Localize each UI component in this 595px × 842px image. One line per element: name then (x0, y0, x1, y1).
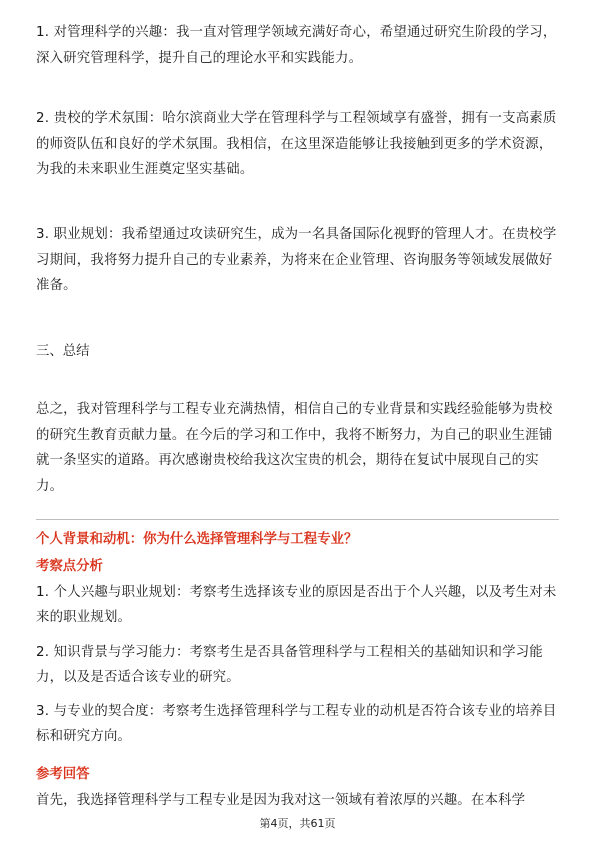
paragraph-career: 3. 职业规划：我希望通过攻读研究生，成为一名具备国际化视野的管理人才。在贵校学习期间，我将努力提升自己的专业素养，为将来在企业管理、咨询服务等领域发展做好准备。 (36, 227, 557, 293)
paragraph-atmosphere: 2. 贵校的学术氛围：哈尔滨商业大学在管理科学与工程领域享有盛誉，拥有一支高素质的师资队伍和良好的学术氛围。我相信，在这里深造能够让我接触到更多的学术资源，为我的未来职业生涯奠定坚实基础。 (36, 111, 557, 177)
analysis-heading: 考察点分析 (36, 559, 103, 574)
section-heading-summary: 三、总结 (36, 344, 90, 359)
paragraph-interest: 1. 对管理科学的兴趣：我一直对管理学领域充满好奇心，希望通过研究生阶段的学习，深入研究管理科学，提升自己的理论水平和实践能力。 (36, 25, 557, 66)
answer-text: 首先，我选择管理科学与工程专业是因为我对这一领域有着浓厚的兴趣。在本科学 (36, 793, 526, 808)
answer-heading: 参考回答 (36, 767, 90, 782)
section-divider (36, 519, 559, 520)
page-number: 第4页，共61页 (259, 817, 336, 830)
question-title: 个人背景和动机：你为什么选择管理科学与工程专业？ (36, 532, 358, 547)
analysis-point-3: 3. 与专业的契合度：考察考生选择管理科学与工程专业的动机是否符合该专业的培养目标和研究方向。 (36, 704, 557, 744)
analysis-point-1: 1. 个人兴趣与职业规划：考察考生选择该专业的原因是否出于个人兴趣，以及考生对未来的职业规划。 (36, 585, 557, 625)
paragraph-summary: 总之，我对管理科学与工程专业充满热情，相信自己的专业背景和实践经验能够为贵校的研究生教育贡献力量。在今后的学习和工作中，我将不断努力，为自己的职业生涯铺就一条坚实的道路。再次感谢贵校给我这次宝贵的机会，期待在复试中展现自己的实力。 (36, 402, 553, 494)
analysis-point-2: 2. 知识背景与学习能力：考察考生是否具备管理科学与工程相关的基础知识和学习能力，以及是否适合该专业的研究。 (36, 645, 543, 685)
